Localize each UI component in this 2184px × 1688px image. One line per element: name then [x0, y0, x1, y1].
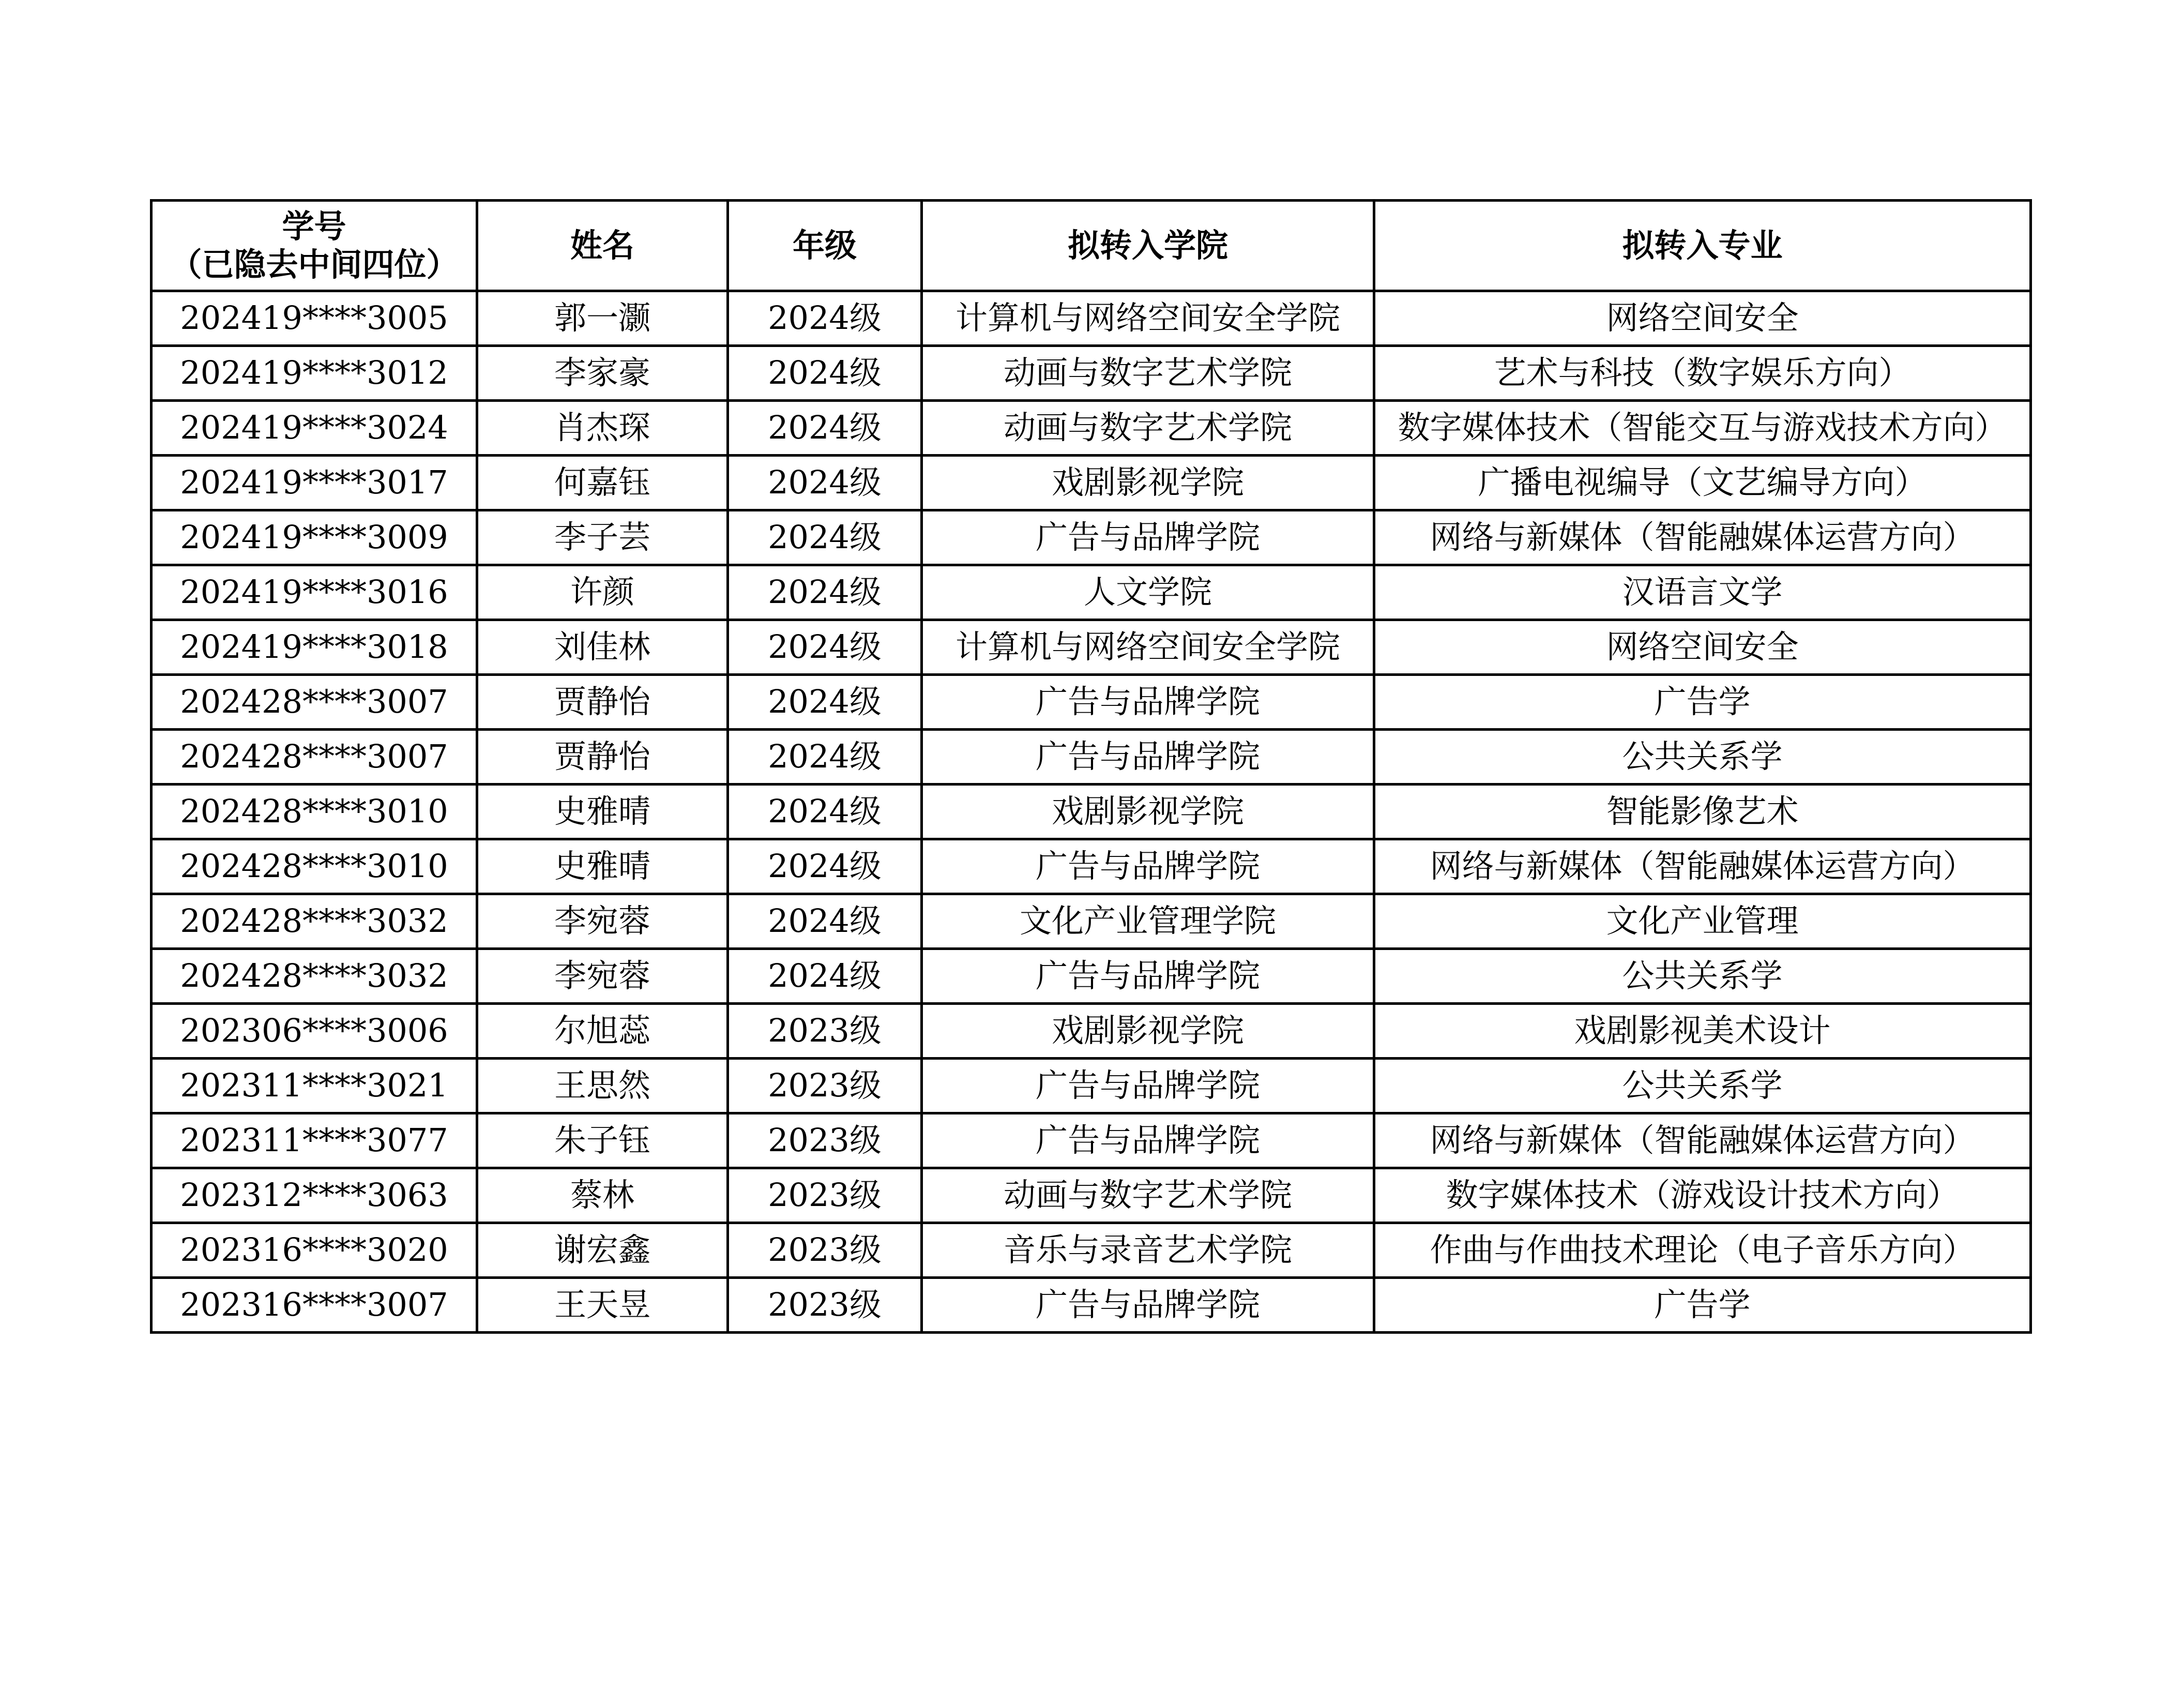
table-row [151, 949, 2031, 1004]
table-body [151, 291, 2031, 1333]
table-row [151, 620, 2031, 675]
cell-student-id: 202316****3020 [151, 1223, 477, 1278]
cell-target-major: 网络与新媒体（智能融媒体运营方向） [1374, 839, 2031, 894]
cell-target-major: 文化产业管理 [1374, 894, 2031, 949]
cell-student-id: 202428****3010 [151, 839, 477, 894]
cell-grade: 2024级 [728, 730, 922, 785]
table-row [151, 1168, 2031, 1223]
cell-target-college: 动画与数字艺术学院 [922, 401, 1374, 456]
cell-target-major: 数字媒体技术（智能交互与游戏技术方向） [1374, 401, 2031, 456]
cell-name: 蔡林 [477, 1168, 728, 1223]
cell-grade: 2023级 [728, 1278, 922, 1333]
cell-target-major: 网络与新媒体（智能融媒体运营方向） [1374, 1113, 2031, 1168]
cell-target-college: 文化产业管理学院 [922, 894, 1374, 949]
cell-grade: 2024级 [728, 456, 922, 510]
cell-target-major: 公共关系学 [1374, 730, 2031, 785]
cell-name: 刘佳林 [477, 620, 728, 675]
cell-target-major: 广播电视编导（文艺编导方向） [1374, 456, 2031, 510]
table-row [151, 291, 2031, 346]
cell-target-college: 戏剧影视学院 [922, 1004, 1374, 1059]
cell-student-id: 202428****3007 [151, 675, 477, 730]
table-row [151, 675, 2031, 730]
cell-name: 尔旭蕊 [477, 1004, 728, 1059]
cell-grade: 2024级 [728, 785, 922, 839]
cell-name: 许颜 [477, 565, 728, 620]
cell-target-college: 广告与品牌学院 [922, 675, 1374, 730]
cell-target-major: 广告学 [1374, 675, 2031, 730]
cell-target-college: 广告与品牌学院 [922, 949, 1374, 1004]
cell-target-college: 广告与品牌学院 [922, 1059, 1374, 1113]
cell-target-major: 网络空间安全 [1374, 620, 2031, 675]
table-row [151, 785, 2031, 839]
cell-student-id: 202316****3007 [151, 1278, 477, 1333]
table-row [151, 565, 2031, 620]
table-row [151, 510, 2031, 565]
cell-target-major: 汉语言文学 [1374, 565, 2031, 620]
cell-student-id: 202428****3032 [151, 949, 477, 1004]
cell-grade: 2023级 [728, 1113, 922, 1168]
cell-target-college: 广告与品牌学院 [922, 730, 1374, 785]
cell-name: 何嘉钰 [477, 456, 728, 510]
cell-target-major: 艺术与科技（数字娱乐方向） [1374, 346, 2031, 401]
cell-name: 王思然 [477, 1059, 728, 1113]
cell-name: 史雅晴 [477, 839, 728, 894]
cell-target-major: 广告学 [1374, 1278, 2031, 1333]
cell-student-id: 202428****3007 [151, 730, 477, 785]
table-row [151, 346, 2031, 401]
cell-name: 肖杰琛 [477, 401, 728, 456]
cell-student-id: 202311****3021 [151, 1059, 477, 1113]
cell-grade: 2024级 [728, 894, 922, 949]
cell-target-college: 广告与品牌学院 [922, 1278, 1374, 1333]
cell-grade: 2023级 [728, 1223, 922, 1278]
cell-grade: 2024级 [728, 510, 922, 565]
cell-target-major: 公共关系学 [1374, 1059, 2031, 1113]
cell-target-college: 人文学院 [922, 565, 1374, 620]
table-header [151, 201, 2031, 291]
cell-target-college: 广告与品牌学院 [922, 1113, 1374, 1168]
cell-student-id: 202419****3009 [151, 510, 477, 565]
cell-student-id: 202419****3024 [151, 401, 477, 456]
cell-target-college: 戏剧影视学院 [922, 785, 1374, 839]
table-row [151, 839, 2031, 894]
table-row [151, 401, 2031, 456]
header-student-id-note: （已隐去中间四位） [170, 246, 459, 283]
table-row [151, 1059, 2031, 1113]
cell-student-id: 202428****3032 [151, 894, 477, 949]
cell-target-college: 动画与数字艺术学院 [922, 1168, 1374, 1223]
cell-target-college: 广告与品牌学院 [922, 839, 1374, 894]
table-row [151, 1223, 2031, 1278]
cell-name: 史雅晴 [477, 785, 728, 839]
cell-student-id: 202428****3010 [151, 785, 477, 839]
cell-grade: 2023级 [728, 1004, 922, 1059]
cell-student-id: 202311****3077 [151, 1113, 477, 1168]
transfer-students-table [150, 199, 2032, 1334]
cell-target-college: 戏剧影视学院 [922, 456, 1374, 510]
cell-grade: 2024级 [728, 839, 922, 894]
header-student-id [151, 201, 477, 291]
cell-name: 郭一灏 [477, 291, 728, 346]
header-grade: 年级 [728, 201, 922, 291]
header-row [151, 201, 2031, 291]
cell-student-id: 202306****3006 [151, 1004, 477, 1059]
cell-grade: 2024级 [728, 346, 922, 401]
header-target-major: 拟转入专业 [1374, 201, 2031, 291]
cell-target-major: 数字媒体技术（游戏设计技术方向） [1374, 1168, 2031, 1223]
cell-grade: 2024级 [728, 949, 922, 1004]
cell-name: 李宛蓉 [477, 949, 728, 1004]
header-student-id-title: 学号 [282, 207, 346, 245]
cell-name: 贾静怡 [477, 675, 728, 730]
cell-student-id: 202419****3005 [151, 291, 477, 346]
table-row [151, 894, 2031, 949]
cell-grade: 2024级 [728, 565, 922, 620]
cell-grade: 2023级 [728, 1168, 922, 1223]
table-row [151, 1004, 2031, 1059]
cell-target-college: 计算机与网络空间安全学院 [922, 620, 1374, 675]
cell-grade: 2024级 [728, 401, 922, 456]
cell-name: 朱子钰 [477, 1113, 728, 1168]
cell-grade: 2024级 [728, 620, 922, 675]
table-row [151, 1278, 2031, 1333]
cell-target-college: 计算机与网络空间安全学院 [922, 291, 1374, 346]
cell-target-major: 智能影像艺术 [1374, 785, 2031, 839]
cell-target-major: 公共关系学 [1374, 949, 2031, 1004]
cell-student-id: 202419****3018 [151, 620, 477, 675]
header-name: 姓名 [477, 201, 728, 291]
table-row [151, 730, 2031, 785]
cell-student-id: 202419****3012 [151, 346, 477, 401]
cell-student-id: 202419****3017 [151, 456, 477, 510]
cell-target-major: 网络空间安全 [1374, 291, 2031, 346]
cell-student-id: 202419****3016 [151, 565, 477, 620]
cell-target-major: 作曲与作曲技术理论（电子音乐方向） [1374, 1223, 2031, 1278]
cell-grade: 2023级 [728, 1059, 922, 1113]
cell-name: 李宛蓉 [477, 894, 728, 949]
cell-target-college: 动画与数字艺术学院 [922, 346, 1374, 401]
cell-student-id: 202312****3063 [151, 1168, 477, 1223]
cell-target-college: 音乐与录音艺术学院 [922, 1223, 1374, 1278]
cell-target-major: 网络与新媒体（智能融媒体运营方向） [1374, 510, 2031, 565]
cell-grade: 2024级 [728, 291, 922, 346]
cell-name: 李子芸 [477, 510, 728, 565]
cell-target-college: 广告与品牌学院 [922, 510, 1374, 565]
header-target-college: 拟转入学院 [922, 201, 1374, 291]
cell-name: 李家豪 [477, 346, 728, 401]
cell-name: 谢宏鑫 [477, 1223, 728, 1278]
table-row [151, 456, 2031, 510]
table-row [151, 1113, 2031, 1168]
cell-name: 王天昱 [477, 1278, 728, 1333]
cell-name: 贾静怡 [477, 730, 728, 785]
cell-target-major: 戏剧影视美术设计 [1374, 1004, 2031, 1059]
cell-grade: 2024级 [728, 675, 922, 730]
